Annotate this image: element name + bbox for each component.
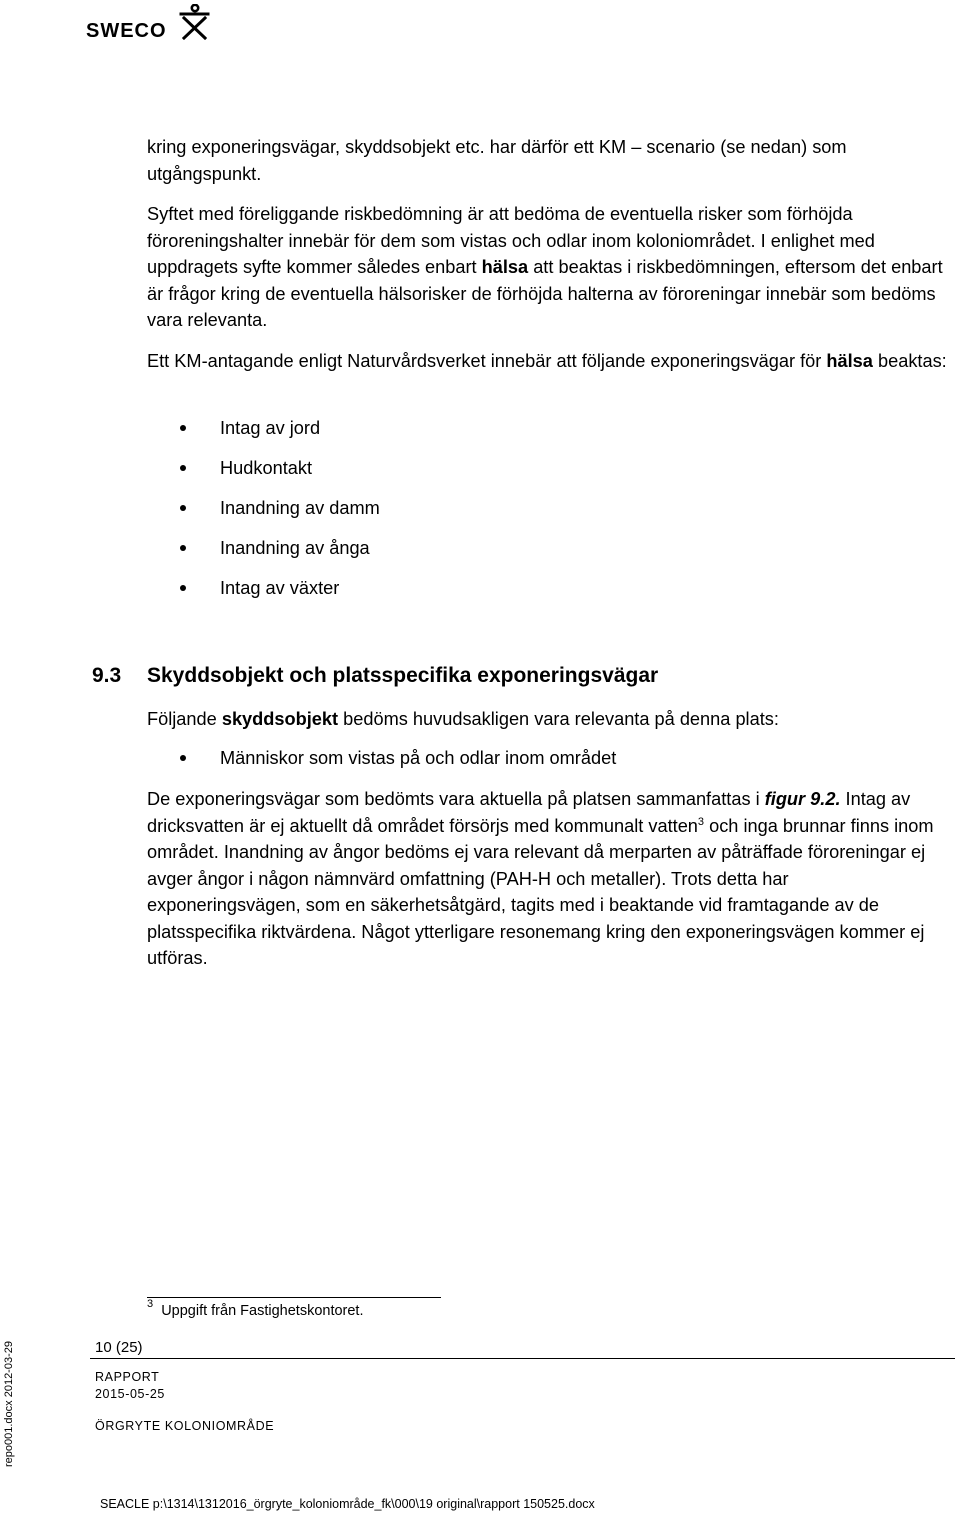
footer-divider — [90, 1358, 955, 1359]
paragraph-km-assumption — [147, 348, 947, 375]
paragraph-text: beaktas: — [872, 351, 947, 371]
paragraph-intro — [147, 134, 947, 187]
list-item-label: Människor som vistas på och odlar inom området — [220, 748, 617, 768]
list-item-label: Inandning av damm — [220, 498, 380, 518]
paragraph-text: Följande — [147, 709, 222, 729]
list-item-label: Inandning av ånga — [220, 538, 370, 558]
bullet-icon — [180, 545, 186, 551]
sweco-logo — [86, 4, 216, 44]
paragraph-text: bedöms huvudsakligen vara relevanta på denna plats: — [338, 709, 779, 729]
report-type: RAPPORT — [95, 1370, 160, 1384]
paragraph-text: och inga brunnar finns inom området. Inandning av ångor bedöms ej vara relevant då merparten av påträffade föroreningar ej avger ångor i någon nämnvärd omfattning (PAH-H och metaller). Trots detta har exponeringsvägen, som en säkerhetsåtgärd, tagits med i beaktande vid framtagande av de platsspecifika riktvärdena. Något ytterligare resonemang kring den exponeringsvägen kommer ej utföras. — [147, 815, 934, 968]
bullet-icon — [180, 585, 186, 591]
figure-reference: figur 9.2. — [764, 789, 841, 809]
report-date: 2015-05-25 — [95, 1387, 165, 1401]
paragraph-text: Intag av dricksvatten är ej aktuellt då området försörjs med kommunalt vatten — [147, 789, 911, 836]
paragraph-protection-objects — [147, 706, 947, 733]
list-item-label: Intag av jord — [220, 418, 321, 438]
paragraph-exposure-pathways — [147, 786, 947, 972]
bold-term: hälsa — [826, 351, 873, 371]
footnote-number: 3 — [147, 1298, 154, 1310]
footnote-separator — [147, 1297, 441, 1298]
sweco-logo-icon — [178, 4, 210, 40]
bullet-icon — [180, 465, 186, 471]
bold-term: skyddsobjekt — [221, 709, 339, 729]
logo-text: SWECO — [86, 20, 167, 42]
paragraph-text: kring exponeringsvägar, skyddsobjekt etc. har därför ett KM – scenario (se nedan) som utgångspunkt. — [147, 137, 847, 184]
project-name: ÖRGRYTE KOLONIOMRÅDE — [95, 1419, 275, 1433]
file-path: SEACLE p:\1314\1312016_örgryte_koloniområde_fk\000\19 original\rapport 150525.docx — [100, 1497, 595, 1511]
footnote-text: Uppgift från Fastighetskontoret. — [161, 1303, 364, 1319]
paragraph-text: De exponeringsvägar som bedömts vara aktuella på platsen sammanfattas i — [147, 789, 765, 809]
footnote — [147, 1298, 364, 1320]
section-title: Skyddsobjekt och platsspecifika exponeringsvägar — [147, 664, 659, 687]
section-number: 9.3 — [92, 664, 122, 687]
list-item-label: Intag av växter — [220, 578, 340, 598]
template-id: repo001.docx 2012-03-29 — [3, 1341, 15, 1467]
paragraph-purpose — [147, 201, 947, 334]
section-heading — [92, 664, 658, 688]
bullet-icon — [180, 755, 186, 761]
paragraph-text: att beaktas i riskbedömningen, eftersom det enbart är frågor kring de eventuella hälsorisker de förhöjda halterna av föroreningar innebär som bedöms vara relevanta. — [147, 257, 943, 330]
bold-term: hälsa — [481, 257, 529, 277]
bullet-icon — [180, 425, 186, 431]
footnote-marker: 3 — [697, 815, 705, 828]
bullet-icon — [180, 505, 186, 511]
list-item-label: Hudkontakt — [220, 458, 313, 478]
page-number: 10 (25) — [95, 1339, 143, 1356]
paragraph-text: Ett KM-antagande enligt Naturvårdsverket innebär att följande exponeringsvägar för — [147, 351, 827, 371]
paragraph-text: Syftet med föreliggande riskbedömning är att bedöma de eventuella risker som förhöjda föroreningshalter innebär för dem som vistas och odlar inom koloniområdet. I enlighet med uppdragets syfte kommer således enbart — [147, 204, 875, 277]
